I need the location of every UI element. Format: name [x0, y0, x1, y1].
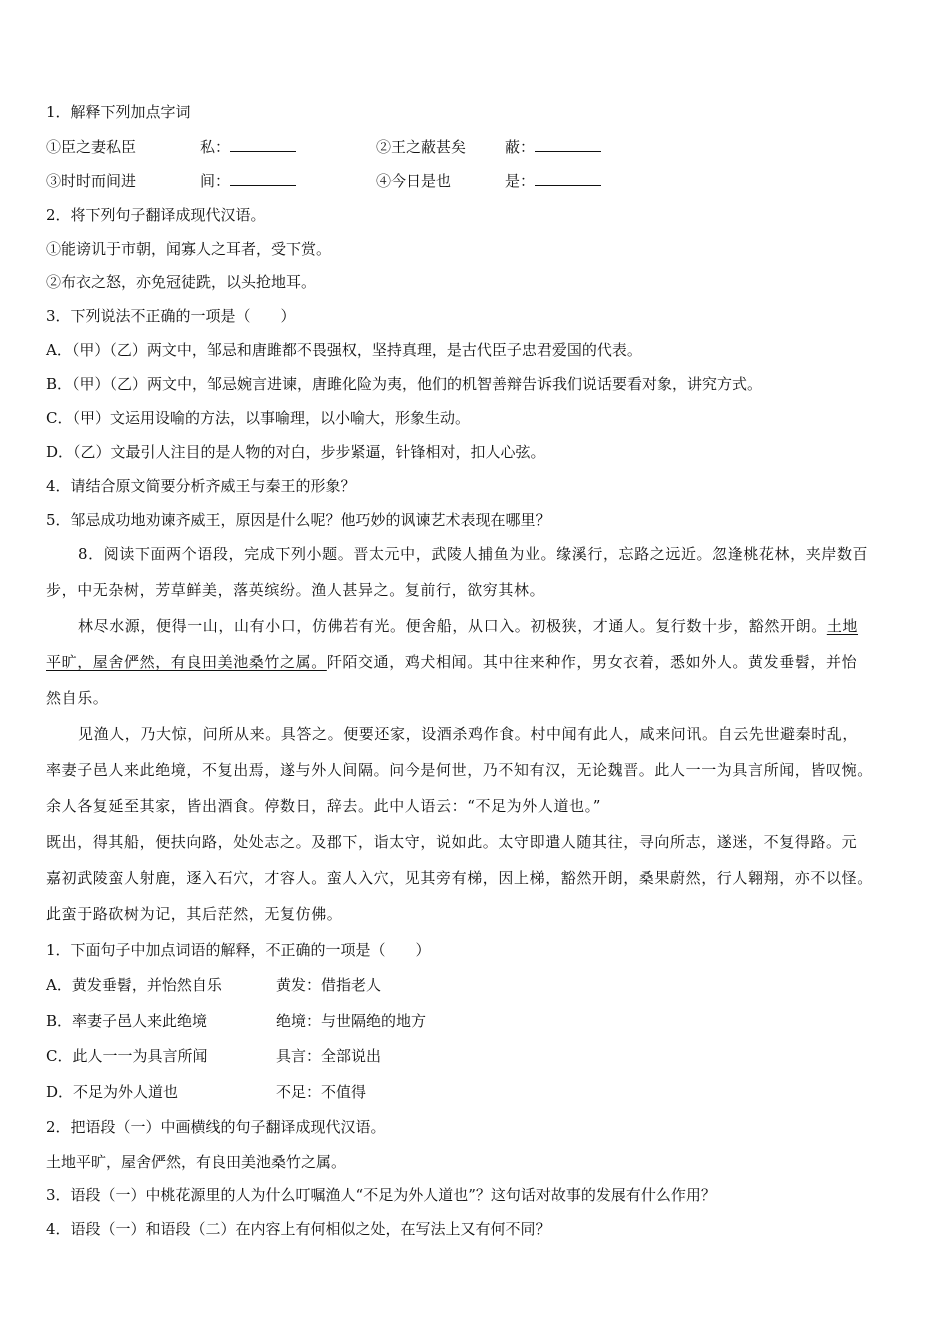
p2-q1-gloss-a: 黄发：借指老人: [276, 976, 382, 994]
p1-q1-blank-4: [505, 171, 601, 191]
answer-blank: [230, 137, 296, 152]
answer-blank: [535, 137, 601, 152]
passage-p3-line1: 见渔人，乃大惊，问所从来。具答之。便要还家，设酒杀鸡作食。村中闻有此人，咸来问讯。自云先世避秦时乱，: [78, 725, 859, 743]
p1-q2-sentence-1: ①能谤讥于市朝，闻寡人之耳者，受下赏。: [46, 240, 332, 258]
p1-q1-item-4: [376, 171, 451, 191]
item-word: 是：: [505, 172, 536, 190]
p2-q1-title: 1．下面句子中加点词语的解释，不正确的一项是（ ）: [46, 941, 431, 959]
passage-text: 阡陌交通，鸡犬相闻。其中往来种作，男女衣着，悉如外人。黄发垂髫，并怡: [326, 653, 858, 671]
p1-q3-title: 3．下列说法不正确的一项是（ ）: [46, 307, 296, 325]
p1-q3-option-d: D．（乙）文最引人注目的是人物的对白，步步紧逼，针锋相对，扣人心弦。: [46, 443, 546, 461]
p1-q2-title: 2．将下列句子翻译成现代汉语。: [46, 206, 266, 224]
passage-p4-line3: 此蛮于路砍树为记，其后茫然，无复仿佛。: [46, 905, 343, 923]
passage-p4-line1: 既出，得其船，便扶向路，处处志之。及郡下，诣太守，说如此。太守即遣人随其往，寻向所志，遂迷，不复得路。元: [46, 833, 858, 851]
p2-q1-gloss-d: 不足：不值得: [276, 1083, 367, 1101]
p1-q3-option-c: C．（甲）文运用设喻的方法，以事喻理，以小喻大，形象生动。: [46, 409, 470, 427]
p2-q3: 3．语段（一）中桃花源里的人为什么叮嘱渔人“不足为外人道也”？这句话对故事的发展有什么作用？: [46, 1186, 716, 1204]
item-word: 间：: [200, 172, 231, 190]
answer-blank: [230, 171, 296, 186]
p1-q1-blank-1: [200, 137, 296, 157]
passage-p3-line3: 余人各复延至其家，皆出酒食。停数日，辞去。此中人语云：“不足为外人道也。”: [46, 797, 602, 815]
p2-q1-option-c: C．此人一一为具言所闻: [46, 1047, 208, 1065]
item-phrase: ③时时而间进: [46, 172, 137, 190]
passage-text: 林尽水源，便得一山，山有小口，仿佛若有光。便舍船，从口入。初极狭，才通人。复行数十步，豁然开朗。: [78, 617, 827, 635]
p1-q1-item-2: [376, 137, 466, 157]
passage-p1-line2: 步，中无杂树，芳草鲜美，落英缤纷。渔人甚异之。复前行，欲穷其林。: [46, 581, 546, 599]
p1-q1-title: 1．解释下列加点字词: [46, 103, 191, 121]
item-word: 私：: [200, 138, 231, 156]
p2-q4: 4．语段（一）和语段（二）在内容上有何相似之处，在写法上又有何不同？: [46, 1220, 551, 1238]
item-phrase: ④今日是也: [376, 172, 452, 190]
p1-q1-item-1: [46, 137, 136, 157]
p1-q4: 4．请结合原文简要分析齐威王与秦王的形象？: [46, 477, 356, 495]
p1-q2-sentence-2: ②布衣之怒，亦免冠徒跣，以头抢地耳。: [46, 273, 317, 291]
passage-p2-line1: [78, 616, 858, 636]
passage-p2-line2: [46, 652, 857, 672]
p1-q1-blank-2: [505, 137, 601, 157]
p2-q2-sentence: 土地平旷，屋舍俨然，有良田美池桑竹之属。: [46, 1153, 347, 1171]
item-phrase: ①臣之妻私臣: [46, 138, 137, 156]
p2-q1-option-d: D．不足为外人道也: [46, 1083, 179, 1101]
item-word: 蔽：: [505, 138, 536, 156]
p1-q1-blank-3: [200, 171, 296, 191]
p1-q5: 5．邹忌成功地劝谏齐威王，原因是什么呢？他巧妙的讽谏艺术表现在哪里？: [46, 511, 551, 529]
answer-blank: [535, 171, 601, 186]
p2-q2-title: 2．把语段（一）中画横线的句子翻译成现代汉语。: [46, 1118, 386, 1136]
passage-p2-line3: 然自乐。: [46, 689, 109, 707]
p2-q1-gloss-c: 具言：全部说出: [276, 1047, 382, 1065]
p2-q1-option-a: A．黄发垂髫，并怡然自乐: [46, 976, 222, 994]
passage-p1-line1: 8．阅读下面两个语段，完成下列小题。晋太元中，武陵人捕鱼为业。缘溪行，忘路之远近。忽逢桃花林，夹岸数百: [78, 545, 869, 563]
passage-p3-line2: 率妻子邑人来此绝境，不复出焉，遂与外人间隔。问今是何世，乃不知有汉，无论魏晋。此人一一为具言所闻，皆叹惋。: [46, 761, 873, 779]
p2-q1-option-b: B．率妻子邑人来此绝境: [46, 1012, 208, 1030]
p1-q1-item-3: [46, 171, 136, 191]
p1-q3-option-a: A．（甲）（乙）两文中，邹忌和唐雎都不畏强权，坚持真理，是古代臣子忠君爱国的代表。: [46, 341, 642, 359]
p2-q1-gloss-b: 绝境：与世隔绝的地方: [276, 1012, 427, 1030]
p1-q3-option-b: B．（甲）（乙）两文中，邹忌婉言进谏，唐雎化险为夷，他们的机智善辩告诉我们说话要看对象，讲究方式。: [46, 375, 763, 393]
underlined-sentence: 土地: [826, 617, 859, 635]
underlined-sentence: 平旷，屋舍俨然，有良田美池桑竹之属。: [46, 653, 327, 671]
passage-p4-line2: 嘉初武陵蛮人射鹿，逐入石穴，才容人。蛮人入穴，见其旁有梯，因上梯，豁然开朗，桑果蔚然，行人翱翔，亦不以怪。: [46, 869, 873, 887]
item-phrase: ②王之蔽甚矣: [376, 138, 467, 156]
